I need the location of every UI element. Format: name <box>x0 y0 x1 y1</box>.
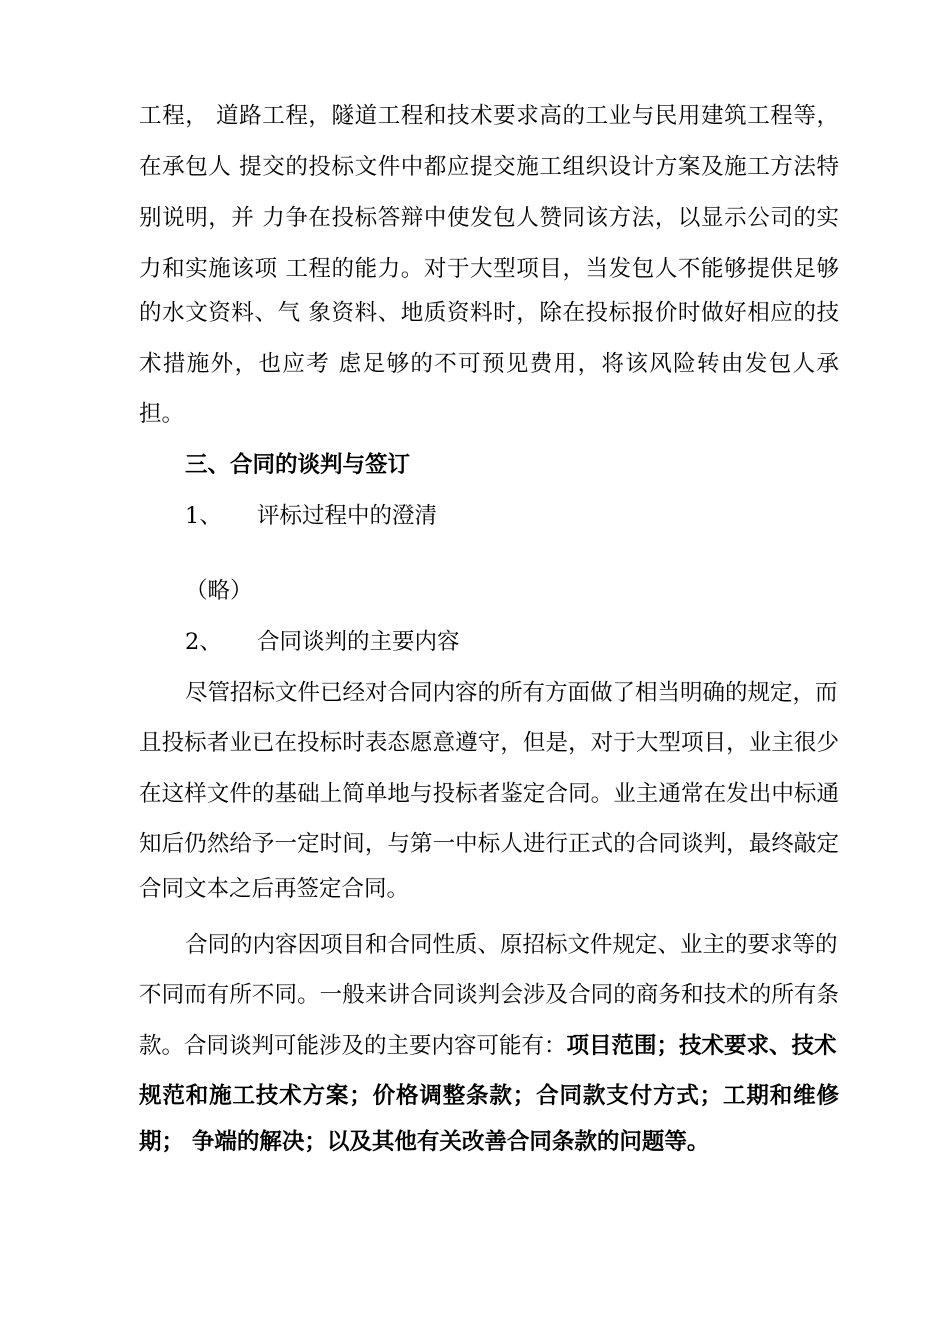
paragraph3-line-2: 不同而有所不同。一般来讲合同谈判会涉及合同的商务和技术的所有条 <box>139 982 839 1008</box>
paragraph1-line-4: 力和实施该项 工程的能力。对于大型项目，当发包人不能够提供足够 <box>139 256 839 282</box>
paragraph2-line-1: 尽管招标文件已经对合同内容的所有方面做了相当明确的规定，而 <box>185 680 838 706</box>
list-item-2-number: 2、 <box>185 629 222 655</box>
paragraph3-line-3-normal: 款。合同谈判可能涉及的主要内容可能有： <box>139 1033 567 1059</box>
section-heading: 三、合同的谈判与签订 <box>185 452 411 478</box>
paragraph2-line-4: 知后仍然给予一定时间，与第一中标人进行正式的合同谈判，最终敲定 <box>139 831 839 857</box>
paragraph1-line-7: 担。 <box>139 401 185 427</box>
list-item-1-number: 1、 <box>185 503 222 529</box>
list-item-1-title: 评标过程中的澄清 <box>257 503 438 529</box>
paragraph2-line-3: 在这样文件的基础上简单地与投标者鉴定合同。业主通常在发出中标通 <box>139 781 839 807</box>
paragraph3-line-4: 规范和施工技术方案；价格调整条款；合同款支付方式；工期和维修 <box>139 1083 839 1109</box>
omitted-note: （略） <box>185 578 253 604</box>
paragraph3-line-1: 合同的内容因项目和合同性质、原招标文件规定、业主的要求等的 <box>185 932 838 958</box>
list-item-1 <box>185 500 885 532</box>
paragraph1-line-6: 术措施外，也应考 虑足够的不可预见费用，将该风险转由发包人承 <box>139 351 839 377</box>
paragraph2-line-2: 且投标者业已在投标时表态愿意遵守，但是，对于大型项目，业主很少 <box>139 730 839 756</box>
paragraph1-line-5: 的水文资料、气 象资料、地质资料时，除在投标报价时做好相应的技 <box>139 300 839 326</box>
paragraph2-line-5: 合同文本之后再签定合同。 <box>139 876 410 902</box>
list-item-2-title: 合同谈判的主要内容 <box>257 629 460 655</box>
paragraph1-line-2: 在承包人 提交的投标文件中都应提交施工组织设计方案及施工方法特 <box>139 154 839 180</box>
paragraph1-line-1: 工程， 道路工程，隧道工程和技术要求高的工业与民用建筑工程等， <box>139 103 839 129</box>
list-item-2 <box>185 626 885 658</box>
paragraph3-line-5: 期； 争端的解决；以及其他有关改善合同条款的问题等。 <box>139 1129 710 1155</box>
paragraph1-line-3: 别说明，并 力争在投标答辩中使发包人赞同该方法，以显示公司的实 <box>139 205 839 231</box>
paragraph3-line-3 <box>139 1030 839 1062</box>
paragraph3-line-3-bold: 项目范围；技术要求、技术 <box>566 1033 837 1059</box>
